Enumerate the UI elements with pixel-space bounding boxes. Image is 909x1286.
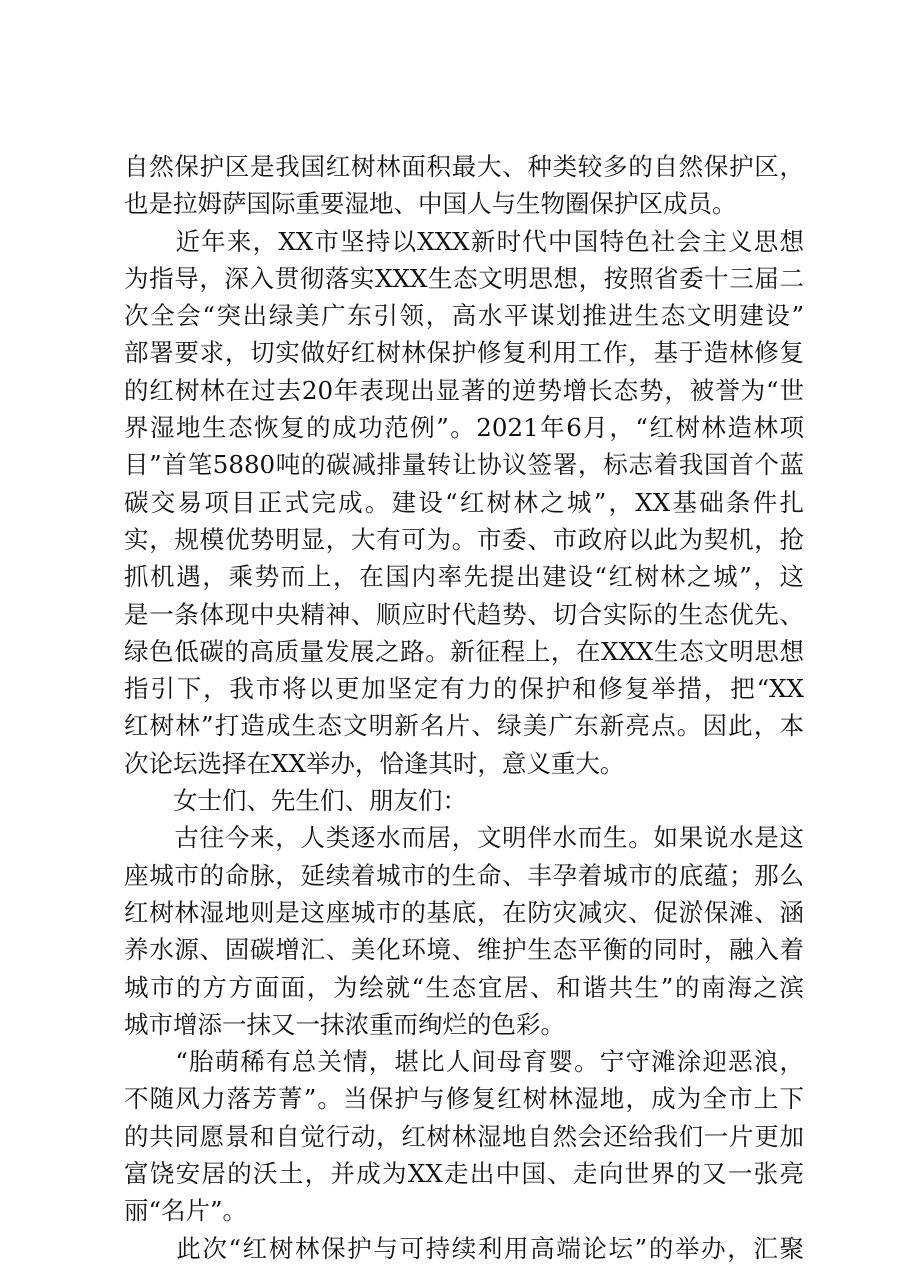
- text-line: 富饶安居的沃土，并成为XX走出中国、走向世界的又一张亮: [124, 1159, 804, 1189]
- text-line: 绿色低碳的高质量发展之路。新征程上，在XXX生态文明思想: [124, 636, 804, 666]
- text-line: 古往今来，人类逐水而居，文明伴水而生。如果说水是这: [124, 823, 804, 853]
- paragraph: [124, 782, 804, 819]
- text-line: 实，规模优势明显，大有可为。市委、市政府以此为契机，抢: [124, 524, 804, 554]
- text-line: 界湿地生态恢复的成功范例”。2021年6月，“红树林造林项: [124, 413, 804, 443]
- text-line: 次论坛选择在XX举办，恰逢其时，意义重大。: [124, 748, 625, 778]
- paragraph: [124, 223, 804, 782]
- text-line: 抓机遇，乘势而上，在国内率先提出建设“红树林之城”，这: [124, 562, 804, 592]
- text-line: 近年来，XX市坚持以XXX新时代中国特色社会主义思想: [124, 226, 804, 256]
- paragraph: [124, 148, 804, 223]
- document-body: [124, 148, 804, 1267]
- text-line: 的红树林在过去20年表现出显著的逆势增长态势，被誉为“世: [124, 375, 804, 405]
- text-line: 自然保护区是我国红树林面积最大、种类较多的自然保护区，: [124, 152, 804, 181]
- text-line: 部署要求，切实做好红树林保护修复利用工作，基于造林修复: [124, 338, 804, 368]
- text-line: 红树林湿地则是这座城市的基底，在防灾减灾、促淤保滩、涵: [124, 897, 804, 927]
- text-line: 也是拉姆萨国际重要湿地、中国人与生物圈保护区成员。: [124, 189, 737, 219]
- text-line: 红树林”打造成生态文明新名片、绿美广东新亮点。因此，本: [124, 711, 804, 741]
- text-line: 的共同愿景和自觉行动，红树林湿地自然会还给我们一片更加: [124, 1121, 804, 1151]
- text-line: 城市的方方面面，为绘就“生态宜居、和谐共生”的南海之滨: [124, 972, 804, 1002]
- text-line: 养水源、固碳增汇、美化环境、维护生态平衡的同时，融入着: [124, 935, 804, 965]
- text-line: “胎萌稀有总关情，堪比人间母育婴。宁守滩涂迎恶浪，: [124, 1047, 804, 1077]
- text-line: 碳交易项目正式完成。建设“红树林之城”，XX基础条件扎: [124, 487, 804, 517]
- text-line: 不随风力落芳菁”。当保护与修复红树林湿地，成为全市上下: [124, 1084, 804, 1114]
- text-line: 此次“红树林保护与可持续利用高端论坛”的举办，汇聚: [124, 1233, 804, 1263]
- text-line: 座城市的命脉，延续着城市的生命、丰孕着城市的底蕴；那么: [124, 860, 804, 890]
- text-line: 丽“名片”。: [124, 1196, 248, 1226]
- text-line: 为指导，深入贯彻落实XXX生态文明思想，按照省委十三届二: [124, 263, 804, 293]
- text-line: 指引下，我市将以更加坚定有力的保护和修复举措，把“XX: [124, 674, 804, 704]
- paragraph: [124, 819, 804, 1043]
- text-line: 目”首笔5880吨的碳减排量转让协议签署，标志着我国首个蓝: [124, 450, 804, 480]
- text-line: 城市增添一抹又一抹浓重而绚烂的色彩。: [124, 1009, 565, 1039]
- text-line: 次全会“突出绿美广东引领，高水平谋划推进生态文明建设”: [124, 301, 804, 331]
- paragraph: [124, 1043, 804, 1229]
- text-line: 女士们、先生们、朋友们：: [124, 786, 467, 816]
- text-line: 是一条体现中央精神、顺应时代趋势、切合实际的生态优先、: [124, 599, 804, 629]
- paragraph: [124, 1230, 804, 1267]
